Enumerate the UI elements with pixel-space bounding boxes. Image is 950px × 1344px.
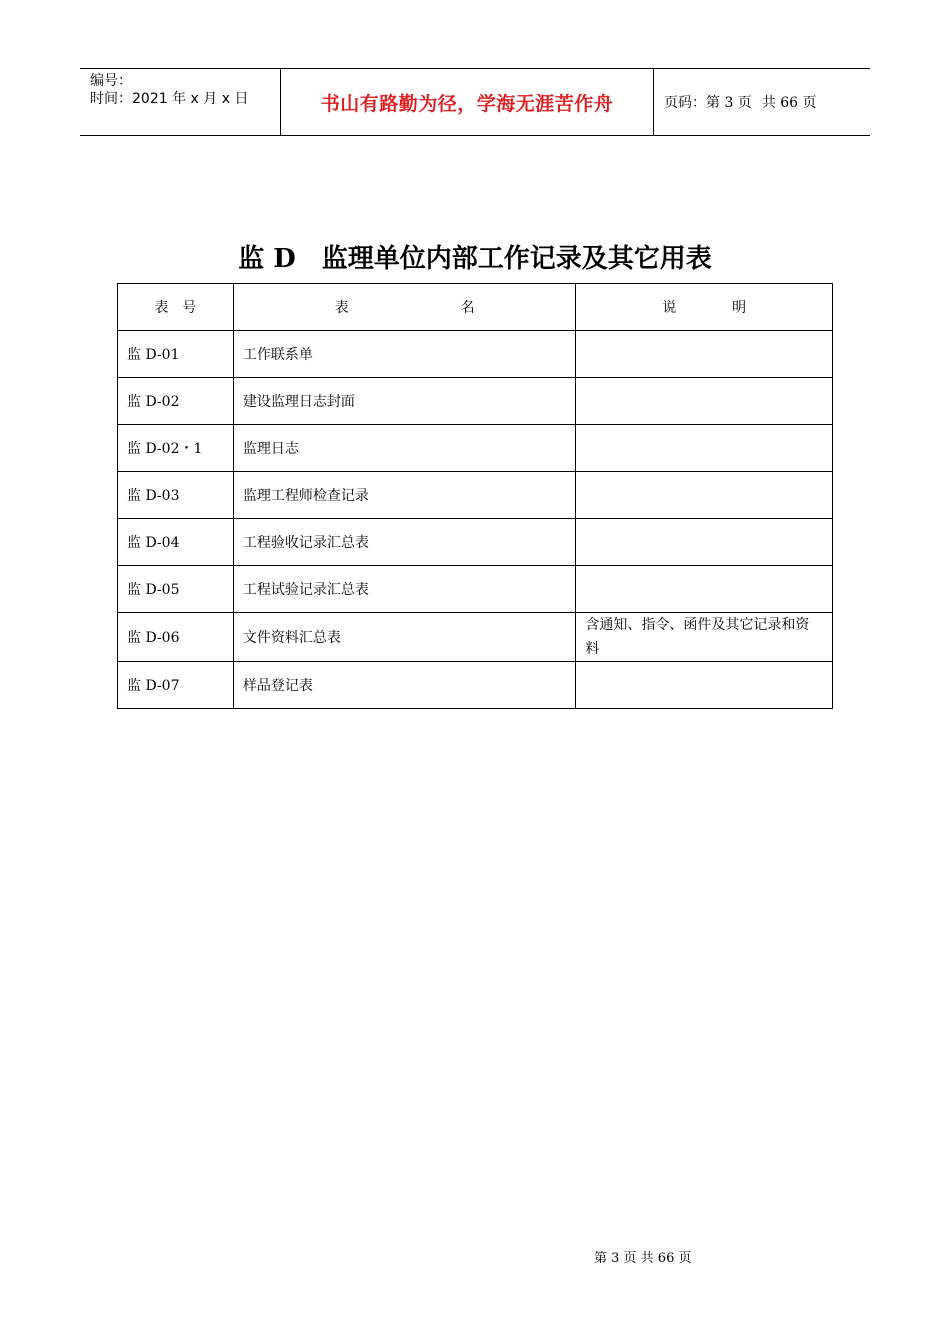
row-code: 监 D-04: [118, 519, 234, 566]
header-note: 说 明: [576, 284, 833, 331]
table-row: [118, 472, 833, 519]
header-page-info: [654, 69, 870, 135]
row-note: [576, 566, 833, 613]
row-note: [576, 519, 833, 566]
row-name: 工作联系单: [233, 331, 576, 378]
table-row: [118, 425, 833, 472]
header-meta: [80, 69, 281, 135]
row-code: 监 D-03: [118, 472, 234, 519]
page-header: [80, 68, 870, 136]
row-name: 监理工程师检查记录: [233, 472, 576, 519]
table-header-row: [118, 284, 833, 331]
row-code: 监 D-06: [118, 613, 234, 662]
table-row: [118, 378, 833, 425]
header-motto: 书山有路勤为径，学海无涯苦作舟: [281, 69, 654, 135]
row-note: [576, 378, 833, 425]
forms-table: [117, 283, 833, 709]
row-name: 工程验收记录汇总表: [233, 519, 576, 566]
table-row: [118, 519, 833, 566]
document-number-label: 编号：: [90, 73, 132, 89]
row-code: 监 D-02・1: [118, 425, 234, 472]
header-page-number: 页码：第 3 页: [664, 95, 752, 111]
header-name: 表 名: [233, 284, 576, 331]
row-note: [576, 331, 833, 378]
table-row: [118, 613, 833, 662]
row-note: [576, 425, 833, 472]
header-page-total: 共 66 页: [761, 95, 817, 111]
table-row: [118, 331, 833, 378]
document-time-label: 时间：2021 年 x 月 x 日: [90, 91, 249, 107]
row-code: 监 D-01: [118, 331, 234, 378]
row-name: 样品登记表: [233, 662, 576, 709]
row-code: 监 D-05: [118, 566, 234, 613]
footer-page-number: 第 3 页 共 66 页: [594, 1251, 692, 1266]
row-name: 建设监理日志封面: [233, 378, 576, 425]
row-code: 监 D-02: [118, 378, 234, 425]
table-row: [118, 566, 833, 613]
row-code: 监 D-07: [118, 662, 234, 709]
row-note: [576, 662, 833, 709]
row-name: 监理日志: [233, 425, 576, 472]
document-title: 监 D 监理单位内部工作记录及其它用表: [238, 244, 712, 274]
header-code: 表 号: [118, 284, 234, 331]
row-note: [576, 472, 833, 519]
row-note: 含通知、指令、函件及其它记录和资料: [576, 613, 833, 662]
row-name: 文件资料汇总表: [233, 613, 576, 662]
row-name: 工程试验记录汇总表: [233, 566, 576, 613]
table-row: [118, 662, 833, 709]
